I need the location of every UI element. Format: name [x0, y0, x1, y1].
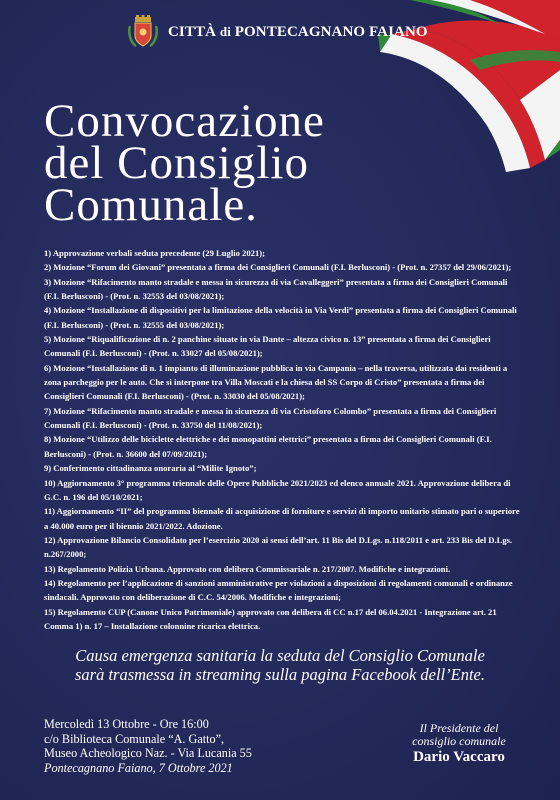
president-name: Dario Vaccaro [413, 749, 505, 765]
president-role-1: Il Presidente del [419, 721, 499, 735]
streaming-notice [0, 646, 560, 684]
agenda-item-13: 13) Regolamento Polizia Urbana. Approvato con delibera Commissariale n. 217/2007. Modifiche e integrazioni. [44, 563, 451, 574]
title-line-2: del Consiglio [44, 137, 309, 189]
agenda-item-3: 3) Mozione “Rifacimento manto stradale e messa in sicurezza di via Cavalleggeri” presentata a firma dei Consiglieri Comunali (F.I. Berlusconi) - (Prot. n. 32553 del 03/08/2021); [44, 276, 508, 302]
header [126, 14, 428, 50]
agenda-item-8: 8) Mozione “Utilizzo delle biciclette elettriche e dei monopattini elettrici” presentata a firma dei Consiglieri Comunali (F.I. Berlusconi) - (Prot. n. 36600 del 07/09/2021); [44, 434, 492, 459]
city-name [168, 24, 428, 41]
city-di: di [219, 23, 231, 39]
city-place: PONTECAGNANO FAIANO [234, 23, 428, 40]
page-title [44, 95, 325, 231]
agenda-item-4: 4) Mozione “Installazione di dispositivi per la limitazione della velocità in Via Verdi” presentata a firma dei Consiglieri Comunali (F.I. Berlusconi) - (Prot. n. 32555 del 03/08/2021); [44, 305, 517, 330]
title-line-1: Convocazione [44, 95, 325, 147]
president-block [384, 722, 534, 766]
notice-line-2: sarà trasmessa in streaming sulla pagina Facebook dell’Ente. [74, 665, 486, 684]
agenda-item-14: 14) Regolamento per l’applicazione di sanzioni amministrative per violazioni a disposizioni di regolamenti comunali e ordinanze sindacali. Approvato con deliberazione di C.C. 54/2006. Modifiche e integrazioni; [44, 577, 513, 603]
president-role-2: consiglio comunale [412, 734, 506, 748]
agenda-item-10: 10) Aggiornamento 3° programma triennale delle Opere Pubbliche 2021/2023 ed elenco annuale 2021. Approvazione delibera di G.C. n. 196 del 05/10/2021; [44, 477, 511, 502]
agenda-item-9: 9) Conferimento cittadinanza onoraria al “Milite Ignoto”; [44, 463, 257, 474]
meeting-date-place: Pontecagnano Faiano, 7 Ottobre 2021 [44, 760, 233, 775]
agenda-item-1: 1) Approvazione verbali seduta precedente (29 Luglio 2021); [44, 248, 265, 258]
notice-line-1: Causa emergenza sanitaria la seduta del Consiglio Comunale [75, 646, 485, 665]
agenda-item-11: 11) Aggiornamento “II” del programma biennale di acquisizione di forniture e servizi di importo unitario stimato pari o superiore a 40.000 euro per il biennio 2021/2022. Adozione. [44, 506, 520, 531]
agenda-item-5: 5) Mozione “Riqualificazione di n. 2 panchine situate in via Dante – altezza civico n. 13” presentata a firma dei Consiglieri Comunali (F.I. Berlusconi) - (Prot. n. 33027 del 05/08/2021); [44, 334, 491, 359]
meeting-info [44, 717, 252, 775]
city-crest-icon [126, 14, 160, 50]
agenda-item-2: 2) Mozione “Forum dei Giovani” presentata a firma dei Consiglieri Comunali (F.I. Berlusconi) - (Prot. n. 27357 del 29/06/2021); [44, 262, 512, 273]
city-label: CITTÀ [168, 23, 217, 40]
title-line-3: Comunale. [44, 179, 258, 231]
meeting-venue-2: Museo Acheologico Naz. - Via Lucania 55 [44, 746, 252, 760]
meeting-venue-1: c/o Biblioteca Comunale “A. Gatto”, [44, 731, 225, 746]
agenda-item-7: 7) Mozione “Rifacimento manto stradale e messa in sicurezza di via Cristoforo Colombo” presentata a firma dei Consiglieri Comunali (F.I. Berlusconi) - (Prot. n. 33750 del 11/08/2021); [44, 405, 497, 431]
agenda-item-12: 12) Approvazione Bilancio Consolidato per l’esercizio 2020 ai sensi dell’art. 11 Bis del D.Lgs. n.118/2011 e art. 233 Bis del D.Lgs. n.267/2000; [44, 534, 513, 560]
agenda-list [44, 246, 522, 633]
agenda-item-15: 15) Regolamento CUP (Canone Unico Patrimoniale) approvato con delibera di CC n.17 del 06.04.2021 - Integrazione art. 21 Comma 1) n. 17 – Installazione colonnine ricarica elettrica. [44, 606, 497, 631]
agenda-item-6: 6) Mozione “Installazione di n. 1 impianto di illuminazione pubblica in via Campania – nella traversa, utilizzata dai residenti a zona parcheggio per le auto. Che si interpone tra Villa Moscati e la chiesa del SS Corpo di Cristo” presentata a firma dei Consiglieri Comunali (F.I. Berlusconi) - (Prot. n. 33030 del 05/08/2021); [44, 362, 508, 402]
meeting-when: Mercoledì 13 Ottobre - Ore 16:00 [44, 717, 209, 731]
